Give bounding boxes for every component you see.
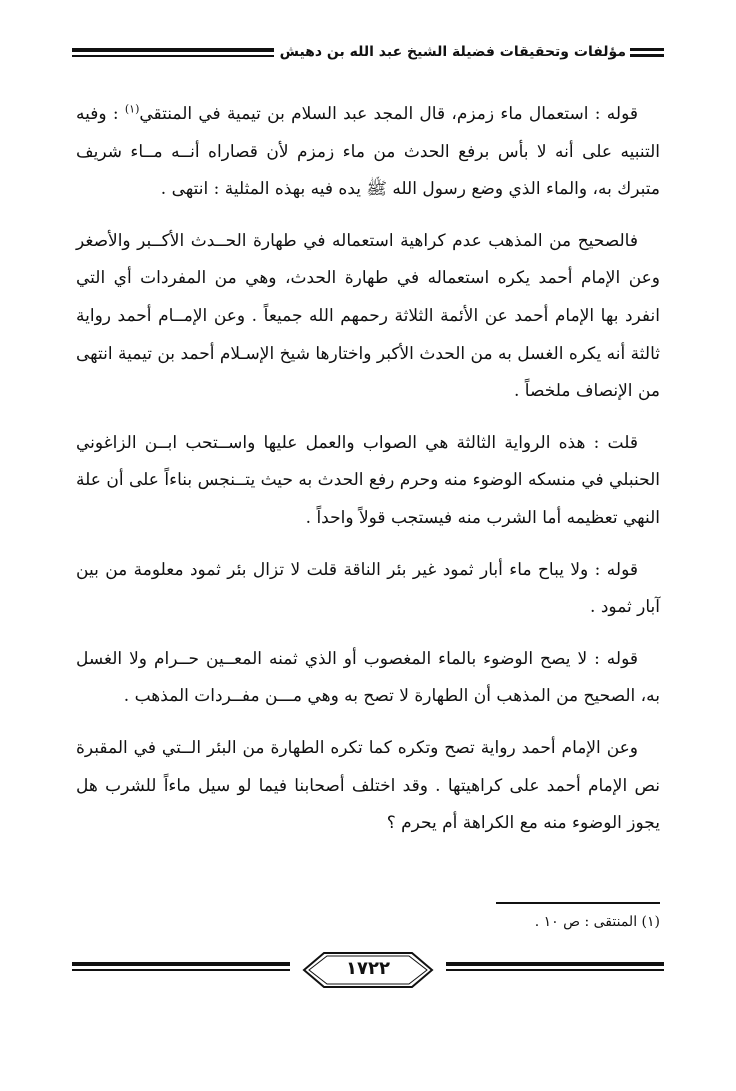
paragraph-1-text: قوله : استعمال ماء زمزم، قال المجد عبد السلام بن تيمية في المنتقي	[139, 104, 638, 124]
footnote: (١) المنتقى : ص ١٠ .	[534, 914, 660, 930]
page-number-badge	[298, 950, 438, 990]
paragraph-6: وعن الإمام أحمد رواية تصح وتكره كما تكره الطهارة من البئر الــتي في المقبرة نص الإمام أحمد على كراهيتها . وقد اختلف أصحابنا فيما لو سيل ماءاً للشرب هل يجوز الوضوء منه مع الكراهة أم يحرم ؟	[76, 737, 660, 834]
footnote-reference[interactable]: (١)	[124, 102, 140, 116]
paragraph-2: فالصحيح من المذهب عدم كراهية استعماله في طهارة الحــدث الأكــبر والأصغر وعن الإمام أحمد يكره استعماله في طهارة الحدث، وهي من المفردات أي التي انفرد بها الإمام أحمد عن الأئمة الثلاثة رحمهم الله جميعاً . وعن الإمــام أحمد رواية ثالثة أنه يكره الغسل به من الحدث الأكبر واختارها شيخ الإسـلام أحمد بن تيمية انتهى من الإنصاف ملخصاً .	[76, 230, 660, 402]
header-title: مؤلفات وتحقيقات فضيلة الشيخ عبد الله بن دهيش	[274, 44, 626, 60]
paragraph-1	[76, 96, 660, 209]
page-footer	[72, 948, 664, 996]
footer-rule-right	[446, 962, 664, 976]
main-text	[76, 96, 660, 857]
footnote-separator	[496, 902, 660, 904]
paragraph-4: قوله : ولا يباح ماء أبار ثمود غير بئر الناقة قلت لا تزال بئر ثمود معلومة من بين آبار ثمود .	[76, 559, 660, 618]
page-number: ١٧٢٢	[346, 958, 390, 979]
paragraph-1-tail: : وفيه التنبيه على أنه لا بأس برفع الحدث من ماء زمزم لأن قصاراه أنــه مــاء شريف متبرك به، والماء الذي وضع رسول الله ﷺ يده فيه بهذه المثلية : انتهى .	[76, 104, 660, 200]
footer-rule-left	[72, 962, 290, 976]
header-ornament	[630, 48, 664, 60]
paragraph-3: قلت : هذه الرواية الثالثة هي الصواب والعمل عليها واســتحب ابــن الزاغوني الحنبلي في منسكه الوضوء منه وحرم رفع الحدث به حيث يتــنجس بناءاً على أن علة النهي تعظيمه أما الشرب منه فيستجب قولاً واحداً .	[76, 432, 660, 528]
paragraph-5: قوله : لا يصح الوضوء بالماء المغصوب أو الذي ثمنه المعــين حــرام ولا الغسل به، الصحيح من المذهب أن الطهارة لا تصح به وهي مـــن مفــردات المذهب .	[76, 648, 660, 707]
running-header	[72, 40, 664, 80]
